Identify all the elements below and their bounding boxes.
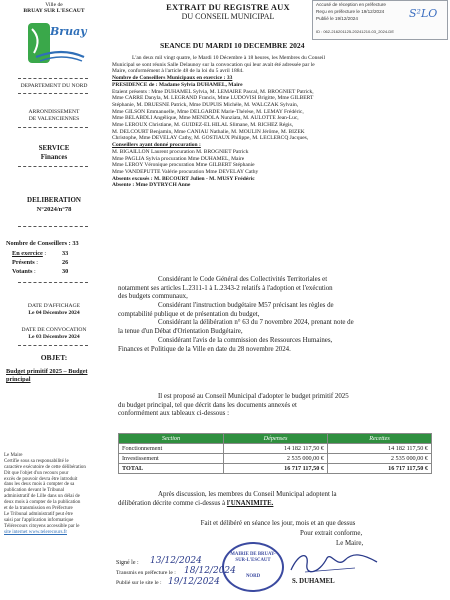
publie-label: Publié sur le site le : [116,580,162,586]
count-value: 33 [62,250,69,257]
considerant-line: Finances et Politique de la Ville en date du 28 novembre 2024. [118,345,291,353]
considerant-line: Considérant le Code Général des Collectivités Territoriales et [158,276,328,283]
count-row: En exercice : [12,250,47,257]
legal-line: excès de pouvoir devra être introduit [4,476,78,482]
considerant-line: comptabilité publique et de présentation du budget, [118,310,260,318]
count-row: Votants : [12,268,36,275]
count-value: 26 [62,259,69,266]
conclusion-block [118,491,438,508]
count-value: 30 [62,268,69,275]
closing-line-1: Fait et délibéré en séance les jour, mois et an que dessus [200,520,356,527]
count-label: En exercice [12,250,43,257]
considerant-line: Considérant l'avis de la commission des Ressources Humaines, [158,336,333,344]
procuration-line: Mme LEROY Véronique procuration Mme GILBERT Stéphanie [112,162,255,169]
publie-date: 19/12/2024 [168,577,220,587]
signed-date: 13/12/2024 [150,556,202,566]
department: DEPARTEMENT DU NORD [20,83,88,89]
legal-line: administratif de Lille dans un délai de [4,494,80,500]
table-cell: Fonctionnement [119,444,224,454]
table-header-row [119,434,432,444]
seal-text: MAIRIE DE BRUAY-SUR-L'ESCAUT [230,552,276,563]
considerant-line: la tenue d'un Débat d'Orientation Budgétaire, [118,328,243,336]
objet-text: Budget primitif 2025 – Budget principal [6,368,88,383]
arrondissement-line-1: ARRONDISSEMENT [28,109,80,115]
legal-line: Certifie sous sa responsabilité le [4,458,69,464]
budget-table [118,433,432,474]
service-name: Finances [40,153,68,161]
legal-line: dans les deux mois à compter de sa [4,482,75,488]
legal-line: Dit que l'objet d'un recours pour [4,470,69,476]
considerants-block [118,276,438,354]
procuration-line: M. BIGAILLON Laurent procuration M. BROGNIET Patrick [112,148,249,155]
convocation-label: DATE DE CONVOCATION [21,327,87,333]
intro-line: L'an deux mil vingt quatre, le Mardi 10 Décembre à 18 heures, les Membres du Conseil [132,55,325,61]
procuration-line: Mme VANDEPUTTE Valérie procuration Mme DEVELAY Cathy [112,168,259,175]
intro-line: Nombre de Conseillers Municipaux en exercice : 33 [112,75,233,82]
document-subtitle: DU CONSEIL MUNICIPAL [181,12,275,21]
considerant-line: Considérant l'instruction budgétaire M57 précisant les règles de [158,302,334,310]
present-line: Mme LEROUX Christiane, M. GUIDEZ-EL HILAL Slimane, M. RICHEZ Régis, [112,122,294,129]
present-line: Christophe, Mme DEVELAY Cathy, M. GOSTIAUX Philippe, M. LECLERCQ Jacques, [112,135,309,142]
closing-line-3: Le Maire, [336,540,364,547]
legal-line: deux mois à compter de la publication [4,500,81,506]
considerant-line: des budgets communaux, [118,293,188,301]
document-title: EXTRAIT DU REGISTRE AUX [166,2,290,12]
table-cell: 14 182 117,50 € [328,444,432,454]
sidebar-town-name: BRUAY SUR L'ESCAUT [23,8,85,14]
sidebar-town-label: Ville de [45,2,63,8]
table-cell: 14 182 117,50 € [224,444,328,454]
table-total-row [119,464,432,474]
table-header: Recettes [328,434,432,444]
excuses-line: Absents excusés : M. BECOURT Julien - M. MUSY Frédéric [112,175,255,182]
procuration-title: Conseillers ayant donné procuration : [112,142,201,149]
arrondissement-line-2: DE VALENCIENNES [28,116,80,122]
transmis-label: Transmis en préfecture le : [116,570,176,576]
mayor-signature [285,548,385,578]
town-logo [22,17,86,67]
objet-label: OBJET: [40,353,68,362]
sidebar-divider [18,226,88,227]
present-line: M. DELCOURT Benjamin, Mme CANIAU Nathalie, M. MOULIN Jérôme, M. BIZEK [112,128,305,135]
stamp-line-2: Reçu en préfecture le 19/12/2024 [316,9,385,14]
legal-notice [4,453,106,535]
meeting-block [112,55,438,189]
counts-title: Nombre de Conseillers : 33 [6,240,79,247]
table-cell: 16 717 117,50 € [224,464,328,474]
present-line: Etaient présents : Mme DUHAMEL Sylvia, M. LEMAIRE Pascal, M. BROGNIET Patrick, [112,88,314,95]
stamp-handwriting: S²LO [409,7,438,20]
sidebar-divider [18,93,88,94]
considerant-line: Considérant la délibération n° 63 du 7 novembre 2024, prenant note de [158,319,354,327]
legal-line: Télérecours citoyens accessible par le [4,523,80,529]
stamp-line-1: Accusé de réception en préfecture [316,2,386,7]
present-line: Mme CARRE Danyla, M. LEGRAND Francis, Mme LUDOVISI Brigitte, Mme GILBERT [112,95,314,102]
absente-line: Absente : Mme DYTRYCH Anne [112,182,191,189]
table-row [119,454,432,464]
prefecture-stamp [312,0,448,40]
transmis-date: 18/12/2024 [184,566,236,576]
deliberation-number: N°2024/n°78 [36,206,72,213]
legal-line: caractère exécutoire de cette délibération [4,464,86,470]
table-cell: TOTAL [119,464,224,474]
mayor-name: S. DUHAMEL [292,578,335,585]
intro-line: Maire, conformément à l'article 48 de la loi du 5 avril 1884. [112,68,244,75]
sidebar-divider [18,78,88,79]
sidebar-divider [18,282,88,283]
stamp-line-3: Publié le 19/12/2024 [316,16,358,21]
conclusion-line: délibération décrite comme ci-dessus à [118,499,226,507]
logo-wordmark: Bruay [50,25,87,38]
count-row: Présents : [12,259,39,266]
table-header: Dépenses [224,434,328,444]
affichage-date: Le 04 Décembre 2024 [28,310,80,316]
legal-line: saisi par l'application informatique [4,517,74,523]
closing-line-2: Pour extrait conforme, [300,530,363,537]
considerant-line: notamment ses articles L.2311-1 à L.2343-2 relatifs à l'adoption et l'exécution [118,284,333,292]
proposal-line: Il est proposé au Conseil Municipal d'adopter le budget primitif 2025 [158,393,349,400]
table-row [119,444,432,454]
proposal-line: du budget principal, tel que décrit dans les documents annexés et [118,401,297,409]
legal-line: et de la transmission en Préfecture [4,506,73,512]
affichage-label: DATE D'AFFICHAGE [27,303,81,309]
table-cell: Investissement [119,454,224,464]
count-label: Présents [12,259,35,266]
proposal-line: conformément aux tableaux ci-dessous : [118,410,229,418]
count-label: Votants [12,268,33,275]
conclusion-line: Après discussion, les membres du Conseil Municipal adoptent la [158,491,337,498]
service-label: SERVICE [38,144,70,152]
proposal-block [118,393,438,419]
procuration-line: Mme PAGLIA Sylvia procuration Mme DUHAMEL, Maire [112,155,245,162]
meeting-title: SEANCE DU MARDI 10 DECEMBRE 2024 [160,41,305,50]
intro-line: Municipal se sont réunis Salle Delaunoy sur la convocation qui leur avait été adressée par le [112,61,315,68]
legal-line: Le Tribunal administratif peut être [4,511,73,517]
table-cell: 2 535 000,00 € [224,454,328,464]
present-line: Mme BELABDLI Angélique, Mme MENDOLA Nunziata, M. AULOTTE Jean-Luc, [112,115,299,122]
seal-department: NORD [245,574,261,579]
unanimite: l'UNANIMITE. [226,499,274,507]
present-line: Stéphanie, M. DRUESNE Patrick, Mme DUPUIS Michèle, M. WALCZAK Sylvain, [112,101,299,108]
telerecours-link[interactable]: site internet www.telerecours.fr [4,529,67,535]
table-cell: 16 717 117,50 € [328,464,432,474]
convocation-date: Le 03 Décembre 2024 [28,334,80,340]
stamp-id: ID : 062-216201125-20241210-03_2024-DE [316,29,394,34]
present-line: Mme GILSON Emmanuelle, Mme DELGARDE Marie-Thérèse, M. LEMAY Frédéric, [112,108,304,115]
sidebar-divider [18,127,88,128]
legal-line: publication devant le Tribunal [4,488,65,494]
table-header: Section [119,434,224,444]
sidebar-divider [18,166,88,167]
legal-line: Le Maire [4,453,23,458]
presidence: PRESIDENCE de : Madame Sylvia DUHAMEL, Maire [112,81,243,88]
sidebar-divider [18,345,88,346]
deliberation-label: DELIBERATION [27,196,81,204]
table-cell: 2 535 000,00 € [328,454,432,464]
signed-label: Signé le : [116,560,139,566]
